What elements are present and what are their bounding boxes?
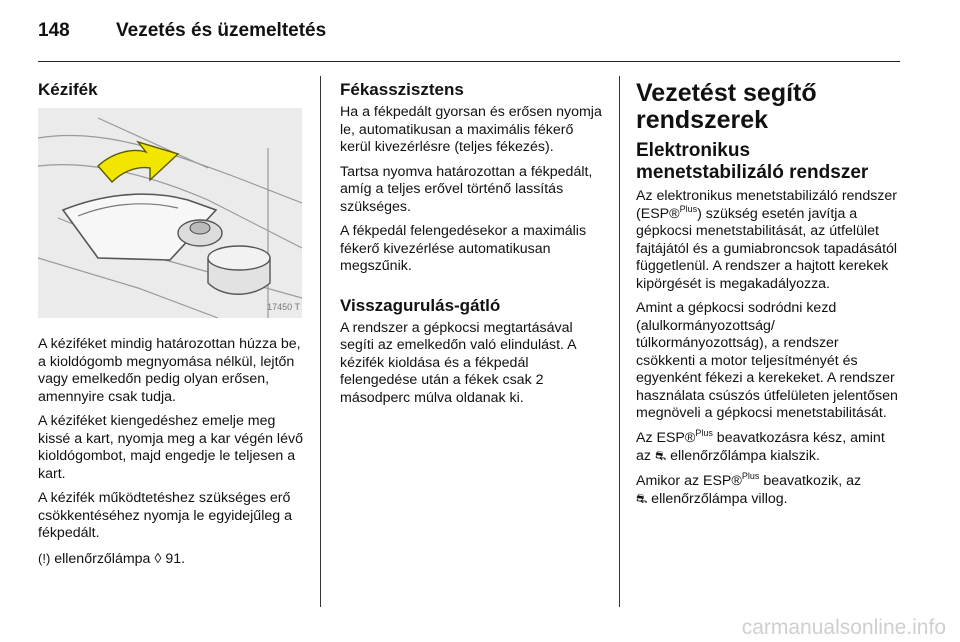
parking-brake-warning-icon: (!)	[38, 550, 51, 566]
paragraph: A kéziféket kiengedéshez emelje meg kissé a kart, nyomja meg a kar végén lévő kioldógombot, majd engedje le teljesen a kart.	[38, 413, 303, 482]
paragraph	[636, 188, 900, 293]
text: beavatkozik, az	[759, 472, 862, 489]
page-ref-arrow-icon: ◊	[154, 550, 162, 567]
paragraph	[636, 427, 900, 466]
column-divider-2	[619, 76, 620, 607]
text: ellenőrzőlámpa villog.	[647, 491, 788, 507]
section-title: Vezetés és üzemeltetés	[116, 20, 327, 41]
section-heading-brake-assist: Fékasszisztens	[340, 80, 464, 99]
parking-brake-illustration	[38, 108, 302, 318]
paragraph: Ha a fékpedált gyorsan és erősen nyomja le, automatikusan a maximális fékerő kerül kivezérlésre (teljes fékezés).	[340, 104, 602, 155]
esp-warning-icon: ⛐	[636, 491, 648, 506]
paragraph: A kéziféket mindig határozottan húzza be, a kioldógomb megnyomása nélkül, lejtőn vagy emelkedőn pedig olyan erősen, amennyire csak tudja.	[38, 336, 301, 405]
section-heading-parking-brake: Kézifék	[38, 80, 98, 99]
text: ellenőrzőlámpa kialszik.	[666, 448, 820, 464]
paragraph: Amint a gépkocsi sodródni kezd (alulkormányozottság/ túlkormányozottság), a rendszer csökkenti a motor teljesítményét és egyenként fékezi a kerekeket. A rendszer használata csúszós útfelületen jelentősen megnöveli a gépkocsi menetstabilitását.	[636, 300, 898, 421]
column-brake-assist	[340, 80, 608, 414]
header-rule	[38, 61, 900, 62]
superscript: Plus	[695, 427, 713, 438]
illustration-code: 17450 T	[267, 301, 300, 312]
watermark: carmanualsonline.info	[741, 616, 946, 639]
paragraph: A kézifék működtetéshez szükséges erő csökkentéséhez nyomja le egyidejűleg a fékpedált.	[38, 490, 292, 541]
parking-brake-drawing	[38, 108, 302, 318]
paragraph: Tartsa nyomva határozottan a fékpedált, amíg a teljes erővel történő lassítás szükséges.	[340, 163, 593, 215]
superscript: Plus	[741, 470, 760, 481]
page-ref-number: 91.	[161, 550, 186, 567]
paragraph	[636, 470, 900, 509]
text: beavatkozásra kész, amint az	[636, 429, 885, 464]
superscript: Plus	[679, 203, 698, 214]
reference-text: ellenőrzőlámpa	[50, 550, 155, 567]
section-heading-hill-start: Visszagurulás-gátló	[340, 295, 501, 315]
text: Amikor az ESP®	[636, 472, 742, 489]
section-heading-esp: Elektronikus menetstabilizáló rendszer	[636, 140, 869, 183]
page-number: 148	[38, 20, 70, 41]
page-header	[38, 20, 326, 42]
chapter-title: Vezetést segítő rendszerek	[636, 79, 817, 134]
column-divider-1	[320, 76, 321, 607]
paragraph: A rendszer a gépkocsi megtartásával segíti az emelkedőn való elindulást. A kézifék kioldása és a fékpedál felengedése után a fékek csak 2 másodperc múlva oldanak ki.	[340, 319, 576, 406]
esp-warning-icon: ⛐	[654, 448, 667, 463]
text: Az elektronikus menetstabilizáló rendszer (ESP®	[636, 188, 898, 222]
paragraph: A fékpedál felengedésekor a maximális fékerő kivezérlése automatikusan megszűnik.	[340, 223, 587, 274]
text: ) szükség esetén javítja a gépkocsi menetstabilitását, az útfelület fajtájától és a gumiabroncsok tapadásától függetlenül. A rendszer a hajtott kerekek kipörgését is megakadályozza.	[636, 205, 898, 292]
column-driver-assist	[636, 80, 900, 516]
cross-reference	[38, 550, 308, 569]
column-parking-brake	[38, 80, 308, 575]
text: Az ESP®	[636, 429, 696, 446]
